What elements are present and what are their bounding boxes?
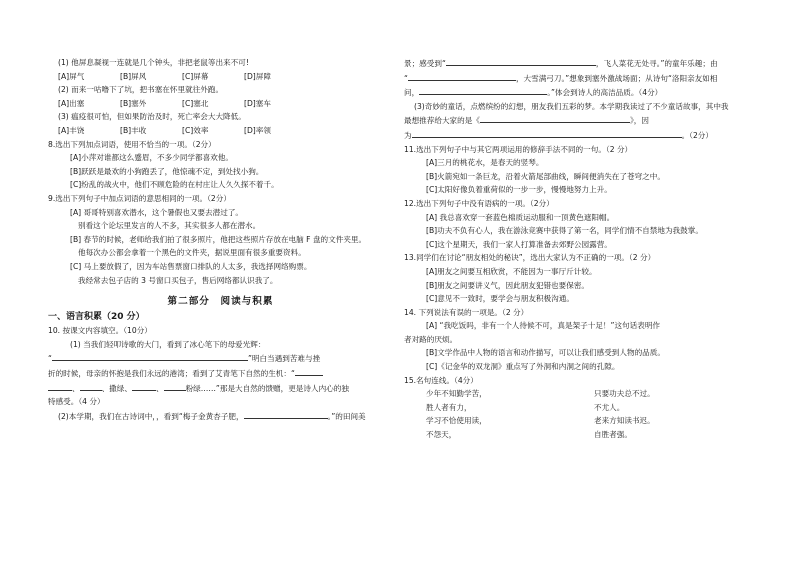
text: ，大雪满弓刀。”想象到塞外激战场面；从诗句“洛阳亲友如相 (515, 73, 718, 83)
option: [B]丰收 (120, 125, 147, 135)
q7-2-options (48, 97, 393, 111)
q12-stem: 12.选出下列句子中没有语病的一项。（2分） (404, 198, 554, 208)
q15-left-item[interactable]: 少年不知勤学苦， (426, 389, 487, 399)
option: [A]屏气 (58, 71, 85, 81)
q10-2-line4 (404, 85, 749, 100)
text: 问， (404, 88, 420, 98)
text: 景；感受到“ (404, 59, 446, 68)
q10-1-line1: (1) 当我们轻叩诗歌的大门，看到了冰心笔下的母爱光辉： (70, 339, 266, 349)
text: 折的时候，母亲的怀抱是我们永远的港湾；看到了艾青笔下自然的生机：“ (48, 369, 295, 379)
text: 、 (155, 383, 164, 393)
q10-2-line2 (404, 56, 749, 71)
q13-option-c: [C]意见不一致时，要学会与朋友积极沟通。 (426, 294, 574, 304)
q14-option-a: [A] “我吃饭吗，非有一个人待候不可，真是架子十足！”这句话表明作 (426, 321, 661, 331)
q8-option-b: [B]跃跃是最欢的小狗跑丢了，他惊魂不定，到处找小狗。 (70, 166, 264, 176)
q13-stem: 13.同学们在讨论“朋友相处的秘诀”，选出大家认为不正确的一项。（2 分） (404, 253, 656, 263)
text: “ (404, 73, 408, 83)
q10-2-line3 (404, 71, 749, 86)
answer-blank[interactable] (132, 381, 156, 391)
q10-1-line5: 特感受。（4 分） (48, 397, 105, 407)
q9-option-c: [C] 马上要放假了，因为车站售票窗口排队的人太多，我选择网络购票。 (70, 261, 312, 271)
q7-1-options (48, 70, 393, 84)
q10-3-line3 (404, 128, 749, 143)
text: 最想推荐给大家的是《 (404, 116, 480, 126)
text: 》，因 (629, 116, 649, 126)
q8-option-a: [A]小萍对谁都这么蹙眉，不多少同学都喜欢他。 (70, 153, 233, 163)
q13-option-b: [B]朋友之间要讲义气，因此朋友犯错也要保密。 (426, 280, 590, 290)
option: [C]效率 (182, 125, 209, 135)
q11-option-c: [C]太阳好像负着重荷似的一步一步，慢慢地努力上升。 (426, 185, 612, 195)
answer-blank[interactable] (419, 85, 547, 95)
option: [B]屏风 (120, 71, 147, 81)
option: [C]塞北 (182, 98, 209, 108)
text: ”明白当遇到苦难与挫 (247, 354, 321, 364)
q10-1-line3 (48, 366, 393, 381)
option: [C]屏幕 (182, 71, 209, 81)
q12-option-c: [C]这个星期天，我们一家人打算准备去郊野公园露营。 (426, 239, 612, 249)
q11-option-a: [A]三月的桃花水，是春天的竖琴。 (426, 158, 544, 168)
left-column (48, 56, 393, 423)
q15-left-item[interactable]: 胜人者有力， (426, 402, 472, 412)
q9-option-a-2: 别看这个论坛里发言的人不多，其实很多人都在潜水。 (78, 221, 261, 231)
q14-option-a-2: 者对路的厌烦。 (404, 334, 458, 344)
answer-blank[interactable] (80, 381, 102, 391)
q15-row (404, 401, 749, 415)
answer-blank[interactable] (480, 113, 630, 123)
q10-3-line2 (404, 113, 749, 128)
q15-left-item[interactable]: 不怨天， (426, 430, 457, 440)
text: 粉绿……”那是大自然的馈赠，更是诗人内心的独 (185, 383, 349, 393)
text: “ (48, 354, 52, 364)
q9-stem: 9.选出下列句子中加点词语的意思相同的一项。（2分） (48, 193, 231, 203)
section-title: 一、语言积累（20 分） (48, 311, 145, 322)
text: 。”的田间美 (327, 411, 366, 421)
text: 为 (404, 130, 412, 140)
q15-right-item[interactable]: 自胜者强。 (594, 430, 632, 440)
answer-blank[interactable] (412, 128, 682, 138)
q14-stem: 14. 下列说法有误的一项是。（2 分） (404, 307, 529, 317)
text: 。”体会到诗人的高洁品质。（4分） (547, 88, 663, 98)
option: [B]塞外 (120, 98, 147, 108)
q10-stem: 10. 按课文内容填空。（10分） (48, 326, 152, 336)
q15-right-item[interactable]: 只要功夫总不过。 (594, 389, 655, 399)
option: [D]率领 (244, 125, 271, 135)
q9-option-b-2: 他每次办公都会拿着一个黑色的文件夹，据说里面有很多重要资料。 (78, 248, 306, 258)
answer-blank[interactable] (295, 366, 323, 376)
q8-stem: 8.选出下列加点词语，使用不恰当的一项。（2分） (48, 139, 216, 149)
q14-option-c: [C]《记金华的双龙洞》重点写了外洞和内洞之间的孔隙。 (426, 362, 620, 372)
q15-row (404, 428, 749, 442)
q10-3-line1: (3)奇妙的童话，点燃缤纷的幻想，朋友我们五彩的梦。本学期我读过了不少童话故事，其中我 (414, 101, 729, 111)
option: [A]丰饶 (58, 125, 85, 135)
q8-option-c: [C]纷乱的战火中，他们不顾危险的在村庄让人久久探不着千。 (70, 180, 279, 190)
q15-right-item[interactable]: 老来方知读书迟。 (594, 416, 655, 426)
q15-stem: 15.名句连线。（4分） (404, 375, 478, 385)
q14-option-b: [B]文学作品中人物的语言和动作描写，可以让我们感受到人物的品质。 (426, 348, 665, 358)
q7-3-options (48, 124, 393, 138)
option: [D]塞车 (244, 98, 271, 108)
part-two-title: 第二部分 阅读与积累 (167, 296, 274, 308)
text: 。（2分） (681, 130, 713, 140)
q10-2-line1 (48, 409, 393, 424)
text: ，飞人菜花无处寻。”的童年乐趣；由 (595, 59, 718, 68)
q12-option-b: [B]功夫不负有心人，我在游泳竞赛中获得了第一名，同学们情不自禁地为我鼓掌。 (426, 226, 703, 236)
q9-option-c-2: 我经常去包子店的 3 号窗口买包子，售后网络都认识我了。 (78, 275, 278, 285)
option: [D]屏障 (244, 71, 271, 81)
q10-1-line2 (48, 351, 393, 366)
text: (2)本学期，我们在古诗词中，，看到“梅子金黄杏子肥， (58, 411, 244, 421)
q11-option-b: [B]火箭宛如一条巨龙，沿着火箭尾部曲线，瞬间便消失在了苍穹之中。 (426, 171, 665, 181)
q15-row (404, 414, 749, 428)
q12-option-a: [A] 我总喜欢穿一套蓝色棉质运动服和一顶黄色遮阳帽。 (426, 212, 615, 222)
q11-stem: 11.选出下列句子中与其它两项运用的修辞手法不同的一句。（2 分） (404, 144, 633, 154)
option: [A]出塞 (58, 98, 85, 108)
q7-3: (3) 瘟疫很可怕，但如果防治及时，死亡率会大大降低。 (58, 112, 246, 122)
q15-row (404, 387, 749, 401)
q7-1: (1) 他屏息凝视一连就是几个钟头，非把老鼠等出来不可! (58, 58, 249, 67)
answer-blank[interactable] (244, 409, 328, 419)
answer-blank[interactable] (48, 381, 72, 391)
q9-option-b: [B] 春节的时候，老师给我们拍了很多照片，他把这些照片存放在电脑 F 盘的文件夹里。 (70, 234, 367, 244)
text: 、撒绿、 (101, 383, 132, 393)
text: 、 (72, 383, 80, 393)
q10-1-line4 (48, 381, 393, 396)
answer-blank[interactable] (164, 381, 186, 391)
answer-blank[interactable] (446, 56, 596, 66)
answer-blank[interactable] (408, 71, 516, 81)
right-column (404, 56, 749, 442)
q13-option-a: [A]朋友之间要互相欣赏，不能因为一事厅斤计较。 (426, 266, 597, 276)
q9-option-a: [A] 哥哥特别喜欢潜水，这个暑假也又要去潜过了。 (70, 207, 243, 217)
q7-2: (2) 而来一咕噜下了坑，把书塞在怀里就往外跑。 (58, 85, 224, 95)
answer-blank[interactable] (52, 351, 248, 361)
q15-right-item[interactable]: 不尤人。 (594, 402, 625, 412)
q15-left-item[interactable]: 学习不恰使用读， (426, 416, 487, 426)
